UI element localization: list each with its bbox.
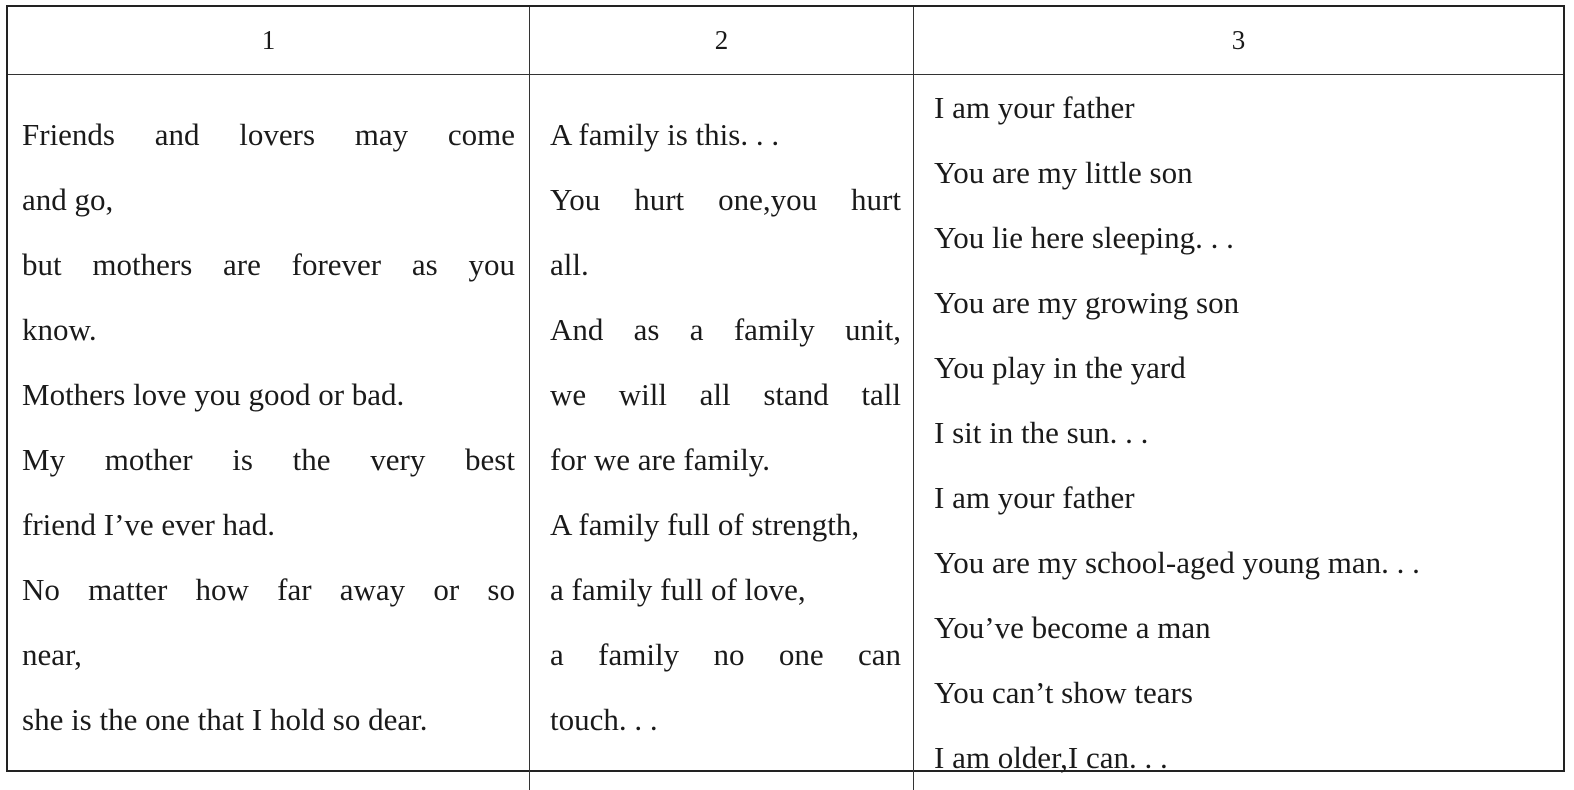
- poem-line: My mother is the very best: [22, 442, 515, 477]
- poem-line: You can’t show tears: [934, 675, 1193, 710]
- poem-line: all.: [550, 247, 589, 282]
- poem-line: for we are family.: [550, 442, 771, 477]
- poem-line: I sit in the sun. . .: [934, 415, 1149, 450]
- poem-line: A family full of strength,: [550, 507, 860, 542]
- poem-line: A family is this. . .: [550, 117, 780, 152]
- poem-column-2: [530, 75, 914, 790]
- poem-line: near,: [22, 637, 82, 672]
- poem-line: You’ve become a man: [934, 610, 1211, 645]
- poem-line: she is the one that I hold so dear.: [22, 702, 428, 737]
- poem-line: a family no one can: [550, 637, 901, 672]
- poem-column-3: [914, 75, 1563, 790]
- poem-line: Friends and lovers may come: [22, 117, 515, 152]
- poem-line: I am your father: [934, 90, 1135, 125]
- poem-line: know.: [22, 312, 97, 347]
- poem-line: You are my little son: [934, 155, 1193, 190]
- column-header-2: 2: [530, 7, 914, 75]
- poem-line: I am your father: [934, 480, 1135, 515]
- poem-line: You lie here sleeping. . .: [934, 220, 1234, 255]
- poem-line: No matter how far away or so: [22, 572, 515, 607]
- poem-column-1: [8, 75, 530, 790]
- poem-line: Mothers love you good or bad.: [22, 377, 405, 412]
- poem-line: You are my growing son: [934, 285, 1240, 320]
- poem-table: [6, 5, 1565, 775]
- poem-line: You hurt one,you hurt: [550, 182, 901, 217]
- poem-line: You are my school-aged young man. . .: [934, 545, 1420, 580]
- column-header-1: 1: [8, 7, 530, 75]
- column-header-3: 3: [914, 7, 1563, 75]
- poem-line: we will all stand tall: [550, 377, 901, 412]
- poem-line: You play in the yard: [934, 350, 1186, 385]
- poem-line: and go,: [22, 182, 114, 217]
- poem-line: a family full of love,: [550, 572, 806, 607]
- poem-line: but mothers are forever as you: [22, 247, 515, 282]
- poem-line: friend I’ve ever had.: [22, 507, 276, 542]
- poem-line: I am older,I can. . .: [934, 740, 1168, 775]
- poem-line: And as a family unit,: [550, 312, 901, 347]
- poem-line: touch. . .: [550, 702, 658, 737]
